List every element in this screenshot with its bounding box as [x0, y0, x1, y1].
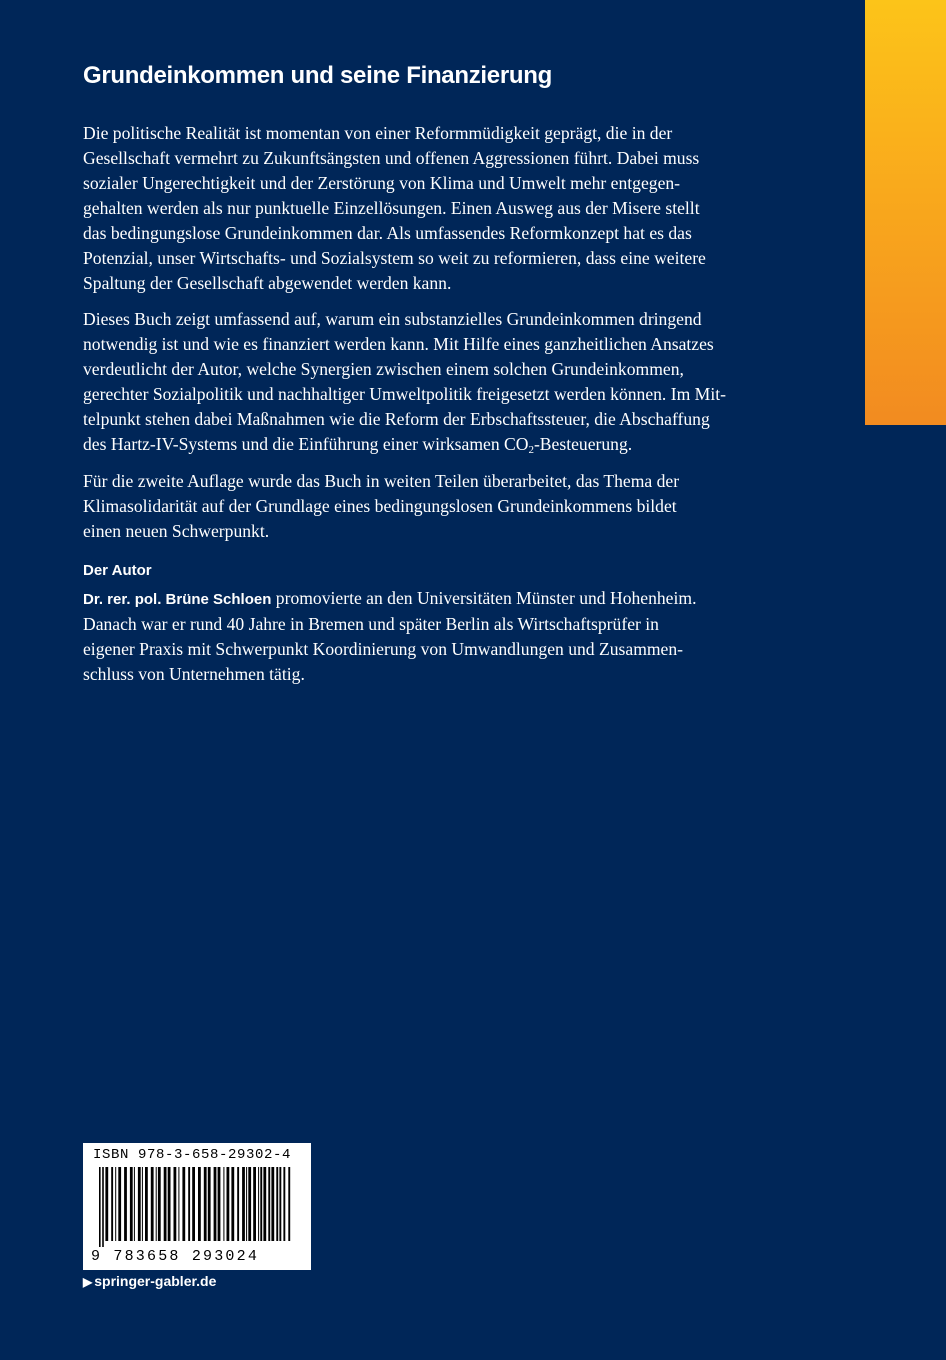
text-segment: des Hartz-IV-Systems und die Einführung einer wirksamen CO [83, 434, 529, 454]
barcode-bar [268, 1167, 270, 1241]
barcode-bar [276, 1167, 278, 1241]
barcode-bar [258, 1167, 259, 1241]
barcode-bar [111, 1167, 113, 1241]
barcode-bar [178, 1167, 179, 1241]
barcode-bar [288, 1167, 290, 1241]
barcode-bar [124, 1167, 127, 1241]
barcode-bar [164, 1167, 167, 1241]
text-line [83, 434, 632, 454]
text-line: Danach war er rund 40 Jahre in Bremen und später Berlin als Wirtschaftsprüfer in [83, 614, 659, 634]
text-line: schluss von Unternehmen tätig. [83, 664, 305, 684]
barcode-bar [145, 1167, 148, 1241]
isbn-label: ISBN 978-3-658-29302-4 [93, 1147, 292, 1163]
barcode-bar [174, 1167, 177, 1241]
text-line: Spaltung der Gesellschaft abgewendet werden kann. [83, 273, 452, 293]
barcode-bar [156, 1167, 157, 1241]
barcode-bar [130, 1167, 133, 1241]
barcode-bar [142, 1167, 143, 1241]
text-segment: promovierte an den Universitäten Münster und Hohenheim. [271, 588, 697, 608]
subscript-two: 2 [528, 444, 534, 456]
barcode-bar [253, 1167, 256, 1241]
text-line: Potenzial, unser Wirtschafts- und Sozialsystem so weit zu reformieren, dass eine weitere [83, 248, 706, 268]
barcode-bar [138, 1167, 141, 1241]
barcode-bar [188, 1167, 190, 1241]
barcode-bar [279, 1167, 281, 1241]
barcode-bar [231, 1167, 234, 1241]
barcode-bar [237, 1167, 239, 1241]
barcode-bar [99, 1167, 101, 1247]
text-line: Dieses Buch zeigt umfassend auf, warum ein substanzielles Grundeinkommen dringend [83, 309, 702, 329]
barcode-bar [198, 1167, 201, 1241]
text-line: Klimasolidarität auf der Grundlage eines bedingungslosen Grundeinkommens bildet [83, 496, 677, 516]
description-paragraph-2 [83, 307, 762, 457]
barcode-bar [214, 1167, 217, 1241]
barcode-bar [227, 1167, 230, 1241]
barcode-bar [158, 1167, 161, 1241]
author-name: Dr. rer. pol. Brüne Schloen [83, 591, 272, 608]
barcode-bar [118, 1167, 121, 1241]
barcode-bar [246, 1167, 247, 1241]
book-title: Grundeinkommen und seine Finanzierung [83, 62, 552, 89]
barcode-bar [223, 1167, 224, 1241]
barcode-digits: 9 783658 293024 [91, 1248, 260, 1265]
text-line: eigener Praxis mit Schwerpunkt Koordinierung von Umwandlungen und Zusammen- [83, 639, 684, 659]
description-paragraph-1 [83, 121, 762, 296]
barcode-bar [168, 1167, 171, 1241]
publisher-link[interactable] [83, 1273, 216, 1289]
barcode-bar [102, 1167, 104, 1247]
author-bio [83, 586, 762, 687]
text-line: gehalten werden als nur punktuelle Einzellösungen. Einen Ausweg aus der Misere stellt [83, 198, 700, 218]
barcode-bar [204, 1167, 207, 1241]
text-line: notwendig ist und wie es finanziert werden kann. Mit Hilfe eines ganzheitlichen Ansatzes [83, 334, 714, 354]
text-line: das bedingungslose Grundeinkommen dar. Als umfassendes Reformkonzept hat es das [83, 223, 692, 243]
barcode-bar [192, 1167, 195, 1241]
text-line [83, 588, 696, 608]
barcode-bar [115, 1167, 116, 1241]
barcode-bar [283, 1167, 285, 1241]
barcode-bar [151, 1167, 154, 1241]
description-paragraph-3 [83, 469, 762, 544]
author-heading: Der Autor [83, 562, 152, 579]
text-line: verdeutlicht der Autor, welche Synergien zwischen einem solchen Grundeinkommen, [83, 359, 684, 379]
isbn-barcode [83, 1143, 311, 1270]
barcode-bar [134, 1167, 135, 1241]
barcode-bar [248, 1167, 251, 1241]
barcode-bar [263, 1167, 266, 1241]
barcode-bars [89, 1167, 305, 1247]
barcode-bar [182, 1167, 185, 1241]
barcode-bar [218, 1167, 221, 1241]
publisher-url: springer-gabler.de [94, 1273, 217, 1289]
text-line: telpunkt stehen dabei Maßnahmen wie die Reform der Erbschaftssteuer, die Abschaffung [83, 409, 710, 429]
barcode-bar [242, 1167, 245, 1241]
barcode-bar [105, 1167, 108, 1241]
text-segment: -Besteuerung. [533, 434, 633, 454]
barcode-bar [260, 1167, 262, 1241]
text-line: gerechter Sozialpolitik und nachhaltiger Umweltpolitik freigesetzt werden können. Im Mit- [83, 384, 726, 404]
text-line: Für die zweite Auflage wurde das Buch in weiten Teilen überarbeitet, das Thema der [83, 471, 680, 491]
text-line: sozialer Ungerechtigkeit und der Zerstörung von Klima und Umwelt mehr entgegen- [83, 173, 681, 193]
text-line: Die politische Realität ist momentan von einer Reformmüdigkeit geprägt, die in der [83, 123, 673, 143]
text-line: einen neuen Schwerpunkt. [83, 521, 270, 541]
accent-color-bar [865, 0, 946, 425]
barcode-bar [271, 1167, 274, 1241]
triangle-right-icon: ▶ [83, 1275, 93, 1289]
text-line: Gesellschaft vermehrt zu Zukunftsängsten und offenen Aggressionen führt. Dabei muss [83, 148, 700, 168]
barcode-bar [208, 1167, 211, 1241]
